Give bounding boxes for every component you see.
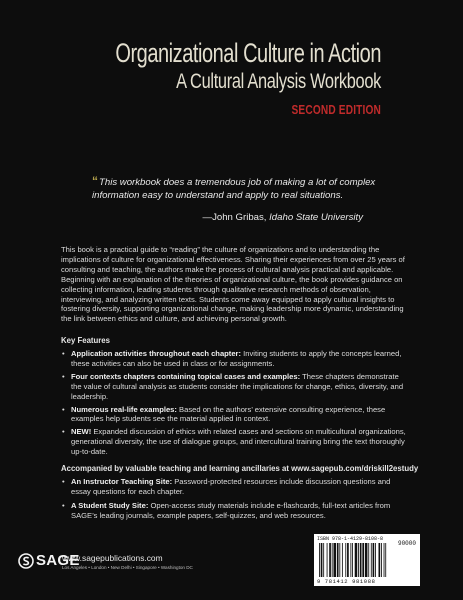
ancillary-item-text: Password-protected resources include discussion questions and essay questions for each chapter. xyxy=(71,477,391,496)
feature-item xyxy=(61,427,407,457)
feature-item-text: Inviting students to apply the concepts learned, these activities can also be used in class or for assignments. xyxy=(71,349,402,368)
barcode-bar xyxy=(375,543,376,577)
attribution-name: —John Gribas, xyxy=(202,212,267,223)
endorsement-quote xyxy=(92,175,412,202)
isbn-barcode xyxy=(314,534,420,586)
barcode-bar xyxy=(350,543,351,577)
feature-item-title: Application activities throughout each chapter: xyxy=(71,349,242,358)
feature-item-text: These chapters demonstrate the value of cultural analysis as students consider the implications for change, ethics, diversity, and leadership. xyxy=(71,371,404,401)
barcode-bar xyxy=(323,543,324,577)
barcode-bar xyxy=(368,543,369,577)
feature-item xyxy=(61,349,407,369)
feature-item xyxy=(61,372,407,402)
barcode-bar xyxy=(371,543,372,577)
edition-label: SECOND EDITION xyxy=(291,102,381,117)
book-subtitle: A Cultural Analysis Workbook xyxy=(176,70,381,93)
barcode-bar xyxy=(329,543,331,577)
ancillary-item xyxy=(61,477,407,497)
barcode-bar xyxy=(321,543,323,577)
barcode-bar xyxy=(379,543,381,577)
ancillaries-heading: Accompanied by valuable teaching and learning ancillaries at www.sagepub.com/driskill2estudy xyxy=(61,464,419,473)
attribution-institution: Idaho State University xyxy=(269,212,363,223)
quote-text: This workbook does a tremendous job of making a lot of complex information easy to understand and apply to real situations. xyxy=(92,177,376,201)
barcode-bar xyxy=(362,543,364,577)
price-code: 90000 xyxy=(397,540,416,547)
features-heading: Key Features xyxy=(61,336,110,345)
barcode-bar xyxy=(339,543,340,577)
barcode-bars xyxy=(317,543,417,577)
barcode-bar xyxy=(337,543,339,577)
barcode-bar xyxy=(355,543,358,577)
barcode-bar xyxy=(385,543,386,577)
barcode-bar xyxy=(332,543,333,577)
quote-mark-icon: “ xyxy=(92,174,98,188)
feature-item-title: Four contexts chapters containing topical cases and examples: xyxy=(71,371,301,381)
barcode-bar xyxy=(342,543,343,577)
book-title: Organizational Culture in Action xyxy=(115,38,381,68)
publisher-cities: Los Angeles • London • New Delhi • Singapore • Washington DC xyxy=(62,565,193,570)
barcode-digits: 9 781412 981088 xyxy=(317,578,376,585)
ancillary-item-text: Open-access study materials include e-flashcards, full-text articles from SAGE’s leading journals, example papers, self-quizzes, and web resources. xyxy=(71,500,391,520)
barcode-bar xyxy=(333,543,336,577)
barcode-bar xyxy=(384,543,385,577)
barcode-bar xyxy=(365,543,368,577)
feature-item-title: NEW! xyxy=(71,427,92,437)
feature-item-text: Expanded discussion of ethics with related cases and sections on multicultural organizations, generational diversity, the use of dialogue groups, and intercultural training bring the text thoroughly up-to-date. xyxy=(71,427,406,457)
barcode-bar xyxy=(319,543,320,577)
barcode-bar xyxy=(327,543,328,577)
quote-attribution xyxy=(202,212,363,223)
ancillary-item xyxy=(61,501,407,521)
ancillary-item-title: A Student Study Site: xyxy=(71,500,149,510)
publisher-name: SAGE xyxy=(36,552,80,569)
barcode-bar xyxy=(381,543,382,577)
title-block xyxy=(22,38,381,117)
sage-emblem-icon xyxy=(18,553,34,569)
book-description: This book is a practical guide to “reading” the culture of organizations and to understanding the implications of culture for organizational effectiveness. Sharing their experiences from over 25 years of consulting and teaching, the authors make the process of cultural analysis practical and applicable. Beginning with an explanation of the theories of organizational culture, the book provides guidance on collecting information, leading students through qualitative research methods of observation, interviewing, and analyzing written texts. Students come away equipped to apply cultural insights to fostering diversity, supporting organizational change, making leadership more dynamic, understanding the link between ethics and culture, and achieving personal growth. xyxy=(61,245,405,324)
barcode-bar xyxy=(360,543,362,577)
ancillary-item-title: An Instructor Teaching Site: xyxy=(71,477,173,486)
publisher-url[interactable]: www.sagepublications.com xyxy=(62,553,163,563)
features-list xyxy=(61,349,407,460)
barcode-bar xyxy=(345,543,346,577)
barcode-bar xyxy=(352,543,353,577)
ancillaries-list xyxy=(61,477,407,525)
barcode-bar xyxy=(358,543,359,577)
barcode-bar xyxy=(373,543,375,577)
feature-item-text: Based on the authors’ extensive consulting experience, these examples help students see the material applied in context. xyxy=(71,404,386,424)
feature-item xyxy=(61,405,407,425)
barcode-bar xyxy=(347,543,349,577)
isbn-text: ISBN 978-1-4129-8108-8 xyxy=(317,536,384,542)
feature-item-title: Numerous real-life examples: xyxy=(71,404,177,414)
